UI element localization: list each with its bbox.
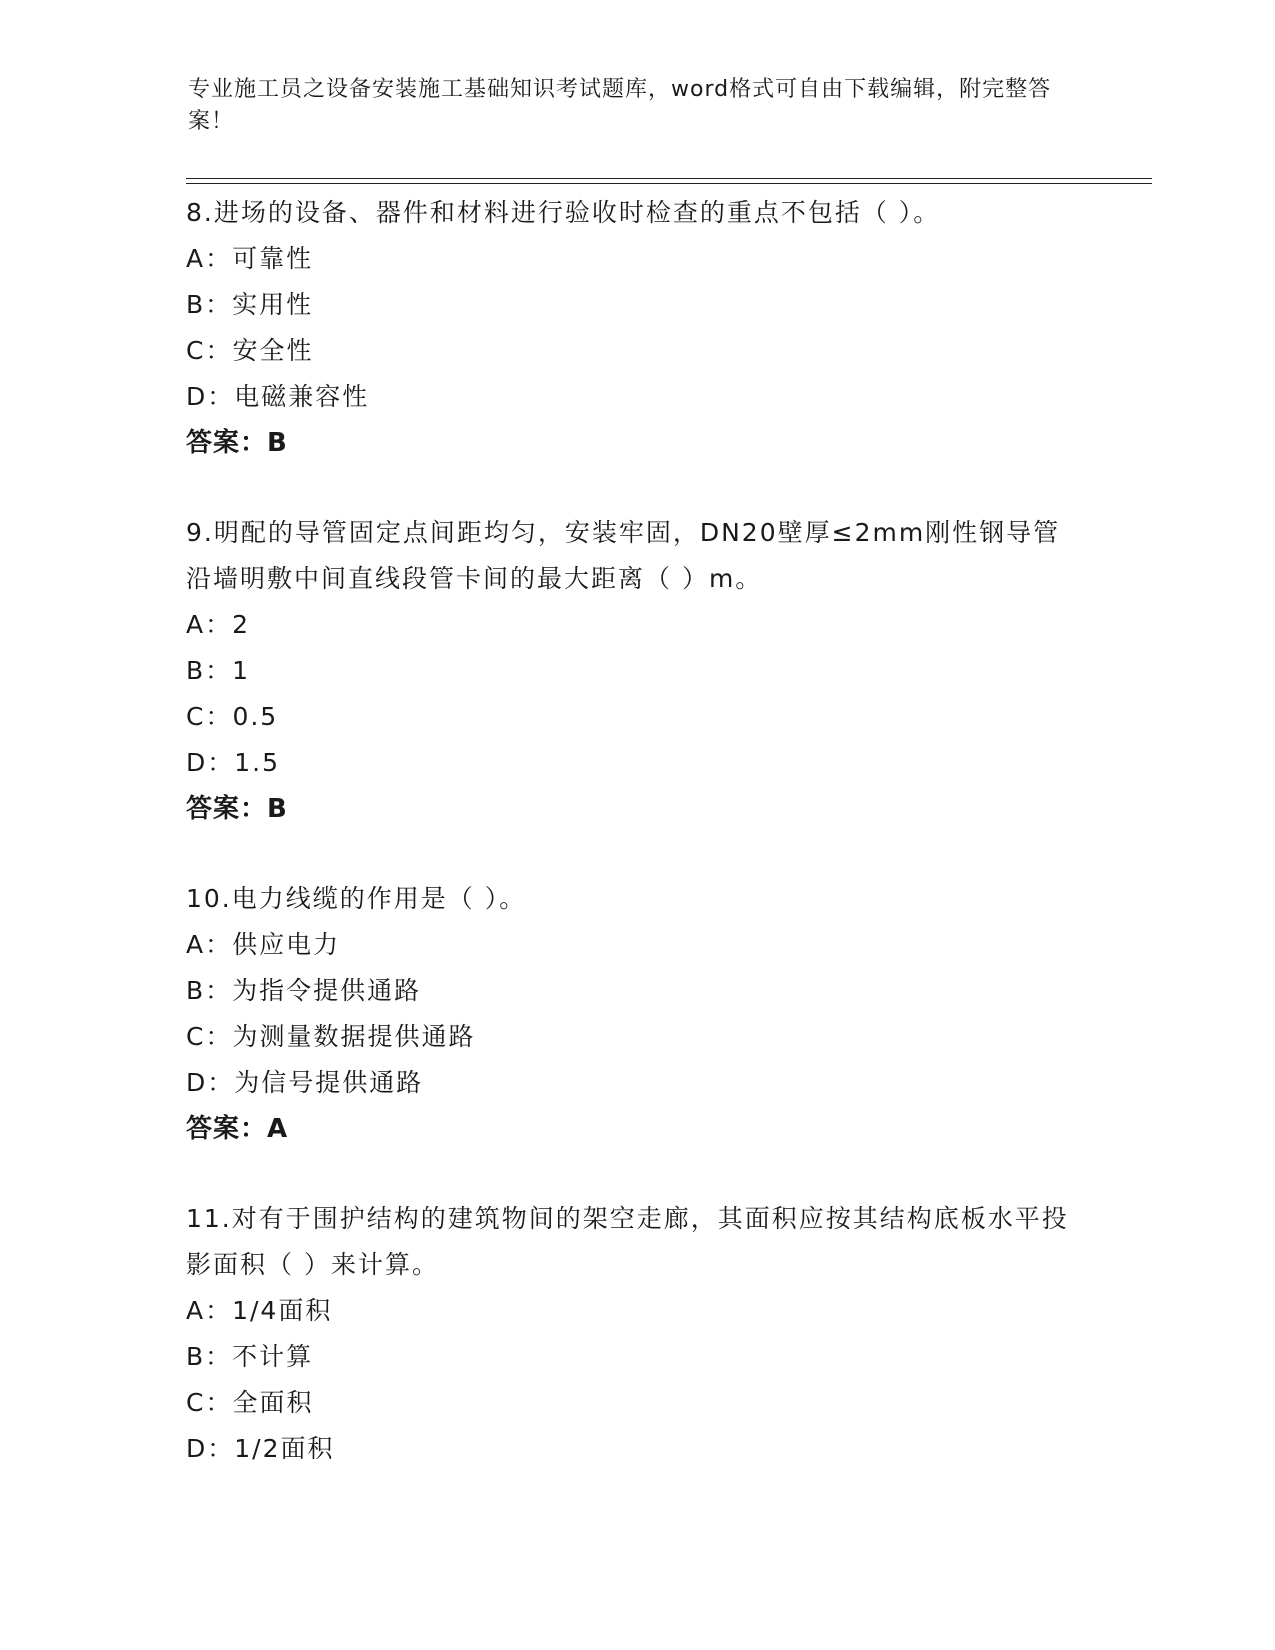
question-stem: 9.明配的导管固定点间距均匀，安装牢固，DN20壁厚≤2mm刚性钢导管沿墙明敷中间直线段管卡间的最大距离（ ）m。 bbox=[186, 518, 1061, 593]
question-stem: 11.对有于围护结构的建筑物间的架空走廊，其面积应按其结构底板水平投影面积（ ）来计算。 bbox=[186, 1204, 1069, 1279]
question-8 bbox=[186, 190, 1086, 466]
option-b: B：不计算 bbox=[186, 1342, 314, 1371]
question-11 bbox=[186, 1196, 1086, 1472]
question-list bbox=[186, 190, 1086, 1516]
question-10 bbox=[186, 876, 1086, 1152]
option-b: B：为指令提供通路 bbox=[186, 976, 422, 1005]
option-d: D：为信号提供通路 bbox=[186, 1068, 424, 1097]
answer: 答案：B bbox=[186, 428, 288, 458]
answer: 答案：B bbox=[186, 794, 288, 824]
document-header: 专业施工员之设备安装施工基础知识考试题库，word格式可自由下载编辑，附完整答案！ bbox=[188, 77, 1052, 134]
answer: 答案：A bbox=[186, 1114, 289, 1144]
question-stem: 10.电力线缆的作用是（ ）。 bbox=[186, 884, 527, 913]
option-c: C：0.5 bbox=[186, 702, 279, 731]
option-c: C：安全性 bbox=[186, 336, 314, 365]
header-divider-bottom bbox=[186, 183, 1152, 184]
option-d: D：电磁兼容性 bbox=[186, 382, 370, 411]
question-9 bbox=[186, 510, 1086, 832]
option-b: B：实用性 bbox=[186, 290, 314, 319]
option-a: A：2 bbox=[186, 610, 251, 639]
option-d: D：1/2面积 bbox=[186, 1434, 335, 1463]
question-stem: 8.进场的设备、器件和材料进行验收时检查的重点不包括（ ）。 bbox=[186, 198, 941, 227]
option-b: B：1 bbox=[186, 656, 251, 685]
option-a: A：可靠性 bbox=[186, 244, 314, 273]
option-d: D：1.5 bbox=[186, 748, 281, 777]
option-a: A：1/4面积 bbox=[186, 1296, 333, 1325]
option-c: C：为测量数据提供通路 bbox=[186, 1022, 476, 1051]
option-c: C：全面积 bbox=[186, 1388, 314, 1417]
option-a: A：供应电力 bbox=[186, 930, 341, 959]
header-divider-top bbox=[186, 178, 1152, 179]
